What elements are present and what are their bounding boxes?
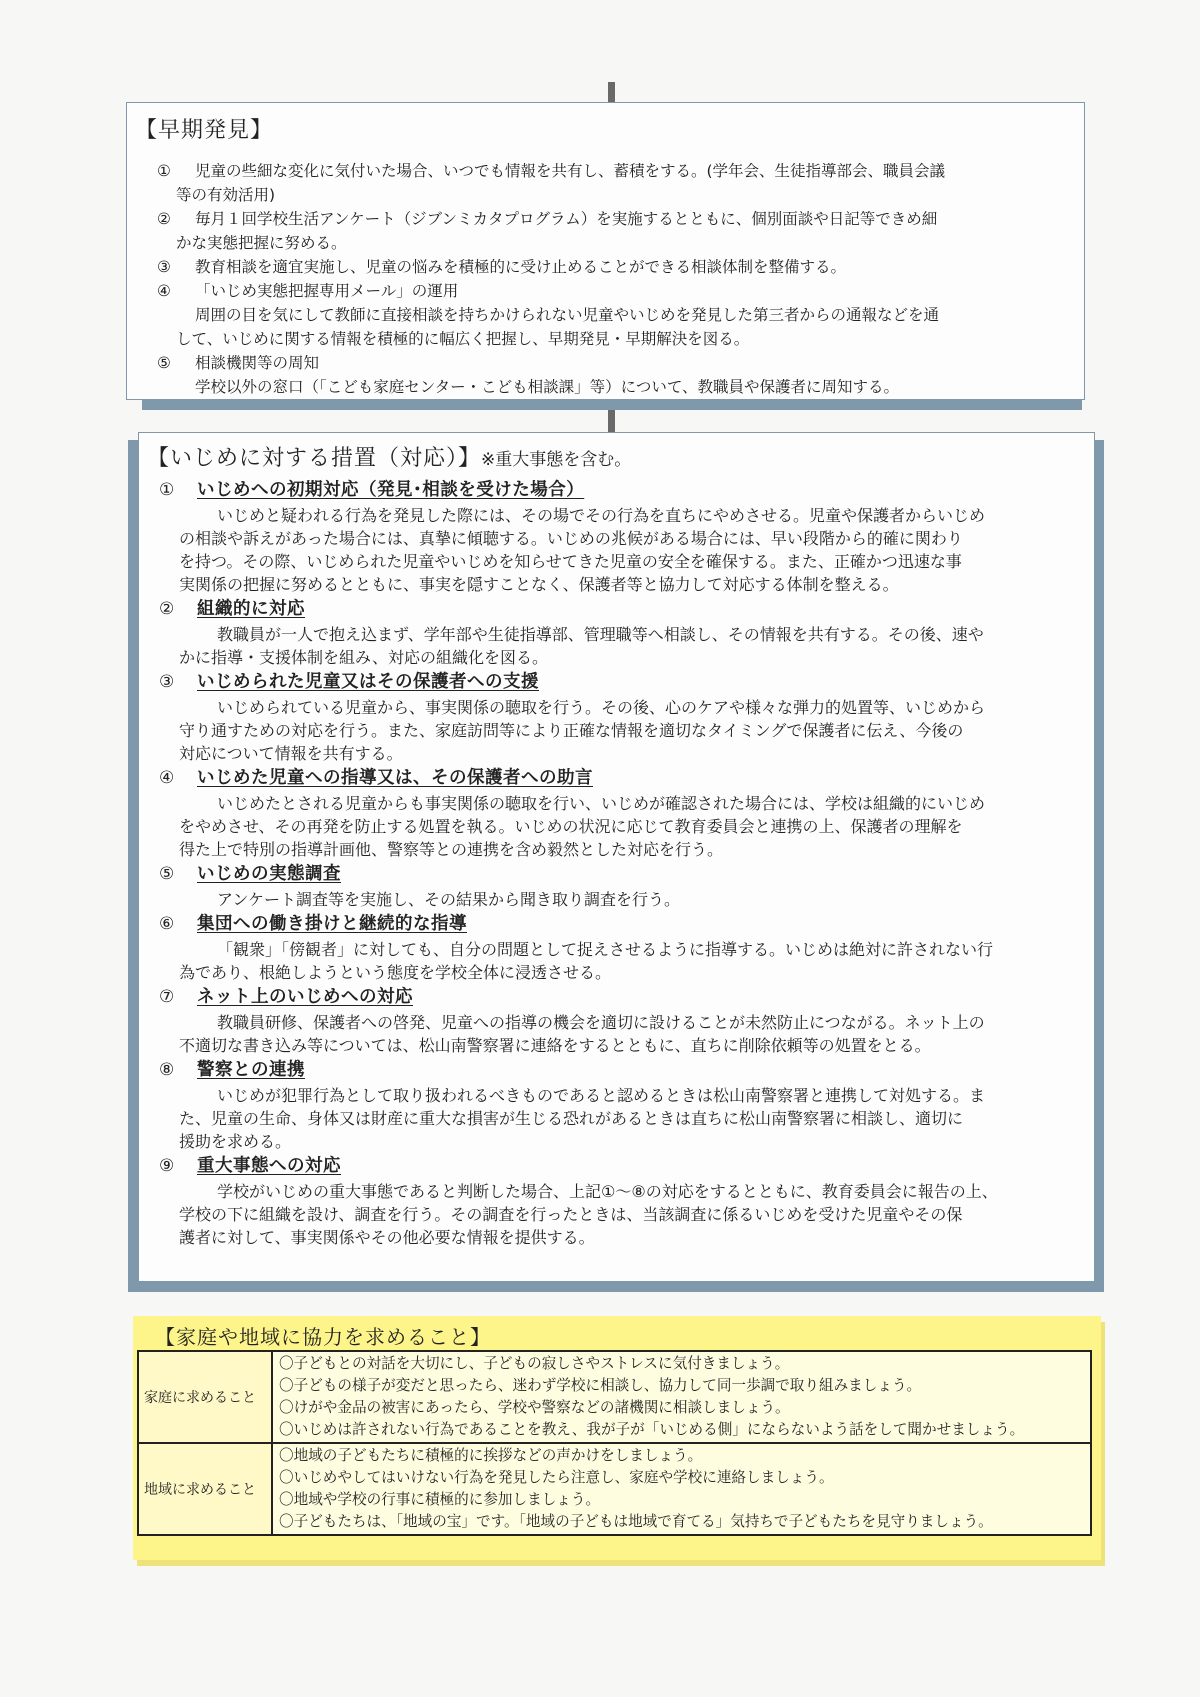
list-item: 〇子どもとの対話を大切にし、子どもの寂しさやストレスに気付きましょう。 [279, 1355, 790, 1372]
item-number: ④ [159, 768, 175, 788]
item-number: ② [157, 210, 171, 228]
list-item: ② 組織的に対応 教職員が一人で抱え込まず、学年部や生徒指導部、管理職等へ相談し、その情報を共有する。その後、速や かに指導・支援体制を組み、対応の組織化を図る。 [159, 596, 998, 669]
list-item: ⑨ 重大事態への対応 学校がいじめの重大事態であると判断した場合、上記①～⑧の対応をするとともに、教育委員会に報告の上、 学校の下に組織を設け、調査を行う。その調査を行ったときは、当該調査に係るいじめを受けた児童やその保 護者に対して、事実関係やその他必要な情報を提供する。 [159, 1153, 998, 1249]
measures-note: ※重大事態を含む。 [481, 450, 632, 470]
item-heading: いじめられた児童又はその保護者への支援 [197, 672, 539, 692]
list-item: 〇けがや金品の被害にあったら、学校や警察などの諸機関に相談しましょう。 [279, 1399, 790, 1416]
list-item: ⑤ いじめの実態調査 アンケート調査等を実施し、その結果から聞き取り調査を行う。 [159, 861, 998, 911]
item-heading: 組織的に対応 [197, 599, 305, 619]
list-item: ⑤ 相談機関等の周知 学校以外の窓口（「こども家庭センター・こども相談課」等）について、教職員や保護者に周知する。 [157, 351, 945, 399]
table-row [138, 1443, 1091, 1535]
list-item: 〇地域や学校の行事に積極的に参加しましょう。 [279, 1491, 601, 1508]
list-item: ③ いじめられた児童又はその保護者への支援 いじめられている児童から、事実関係の聴取を行う。その後、心のケアや様々な弾力的処置等、いじめから 守り通すための対応を行う。また、家庭訪問等により正確な情報を適切なタイミングで保護者に伝え、今後の 対応について情報を共有する。 [159, 669, 998, 765]
item-number: ③ [157, 258, 171, 276]
item-number: ② [159, 599, 175, 619]
item-heading: ネット上のいじめへの対応 [197, 987, 413, 1007]
list-item: ⑦ ネット上のいじめへの対応 教職員研修、保護者への啓発、児童への指導の機会を適切に設けることが未然防止につながる。ネット上の 不適切な書き込み等については、松山南警察署に連絡をするとともに、直ちに削除依頼等の処置をとる。 [159, 984, 998, 1057]
item-heading: いじめた児童への指導又は、その保護者への助言 [197, 768, 593, 788]
row-label-community: 地域に求めること [138, 1443, 272, 1535]
list-item: ⑧ 警察との連携 いじめが犯罪行為として取り扱われるべきものであると認めるときは松山南警察署と連携して対処する。ま た、児童の生命、身体又は財産に重大な損害が生じる恐れがあるときは直ちに松山南警察署に相談し、適切に 援助を求める。 [159, 1057, 998, 1153]
item-number: ④ [157, 282, 171, 300]
cooperation-panel [133, 1316, 1101, 1560]
item-number: ⑤ [159, 864, 175, 884]
early-detection-list [157, 159, 945, 399]
item-number: ⑨ [159, 1156, 175, 1176]
list-item: ⑥ 集団への働き掛けと継続的な指導 「観衆」「傍観者」に対しても、自分の問題として捉えさせるように指導する。いじめは絶対に許されない行 為であり、根絶しようという態度を学校全体に浸透させる。 [159, 911, 998, 984]
item-number: ⑥ [159, 914, 175, 934]
list-item: ④ 「いじめ実態把握専用メール」の運用 周囲の目を気にして教師に直接相談を持ちかけられない児童やいじめを発見した第三者からの通報などを通 して、いじめに関する情報を積極的に幅広く把握し、早期発見・早期解決を図る。 [157, 279, 945, 351]
item-number: ① [157, 162, 171, 180]
list-item: 〇いじめは許されない行為であることを教え、我が子が「いじめる側」にならないよう話をして聞かせましょう。 [279, 1421, 1025, 1438]
list-item: ② 毎月１回学校生活アンケート（ジブンミカタプログラム）を実施するとともに、個別面談や日記等できめ細 かな実態把握に努める。 [157, 207, 945, 255]
list-item: 〇子どもの様子が変だと思ったら、迷わず学校に相談し、協力して同一歩調で取り組みましょう。 [279, 1377, 922, 1394]
row-label-home: 家庭に求めること [138, 1351, 272, 1443]
item-heading: 重大事態への対応 [197, 1156, 341, 1176]
item-number: ⑦ [159, 987, 175, 1007]
cooperation-table [137, 1350, 1092, 1536]
item-heading: いじめの実態調査 [197, 864, 341, 884]
measures-panel [138, 432, 1095, 1282]
item-heading: 警察との連携 [197, 1060, 305, 1080]
measures-list [159, 477, 998, 1249]
table-row [138, 1351, 1091, 1443]
item-number: ① [159, 480, 175, 500]
list-item: ① 児童の些細な変化に気付いた場合、いつでも情報を共有し、蓄積をする。(学年会、生徒指導部会、職員会議 等の有効活用) [157, 159, 945, 207]
list-item: 〇いじめやしてはいけない行為を発見したら注意し、家庭や学校に連絡しましょう。 [279, 1469, 834, 1486]
list-item: ① いじめへの初期対応（発見･相談を受けた場合） いじめと疑われる行為を発見した際には、その場でその行為を直ちにやめさせる。児童や保護者からいじめ の相談や訴えがあった場合には、真摯に傾聴する。いじめの兆候がある場合には、早い段階から的確に関わり を持つ。その際、いじめられた児童やいじめを知らせてきた児童の安全を確保する。また、正確かつ迅速な事 実関係の把握に努めるとともに、事実を隠すことなく、保護者等と協力して対応する体制を整える。 [159, 477, 998, 596]
list-item: ③ 教育相談を適宜実施し、児童の悩みを積極的に受け止めることができる相談体制を整備する。 [157, 255, 945, 279]
early-detection-panel [126, 102, 1085, 400]
item-number: ⑧ [159, 1060, 175, 1080]
connector-middle [608, 410, 615, 434]
cooperation-title: 【家庭や地域に協力を求めること】 [155, 1325, 491, 1349]
early-detection-title: 【早期発見】 [135, 118, 274, 143]
list-item: 〇地域の子どもたちに積極的に挨拶などの声かけをしましょう。 [279, 1447, 703, 1464]
item-number: ③ [159, 672, 175, 692]
item-number: ⑤ [157, 354, 171, 372]
list-item: ④ いじめた児童への指導又は、その保護者への助言 いじめたとされる児童からも事実関係の聴取を行い、いじめが確認された場合には、学校は組織的にいじめ をやめさせ、その再発を防止する処置を執る。いじめの状況に応じて教育委員会と連携の上、保護者の理解を 得た上で特別の指導計画他、警察等との連携を含め毅然とした対応を行う。 [159, 765, 998, 861]
measures-title: 【いじめに対する措置（対応）】※重大事態を含む。 [147, 446, 632, 471]
item-heading: 集団への働き掛けと継続的な指導 [197, 914, 467, 934]
item-heading: いじめへの初期対応（発見･相談を受けた場合） [197, 480, 585, 500]
list-item: 〇子どもたちは、「地域の宝」です。「地域の子どもは地域で育てる」気持ちで子どもたちを見守りましょう。 [279, 1513, 993, 1530]
